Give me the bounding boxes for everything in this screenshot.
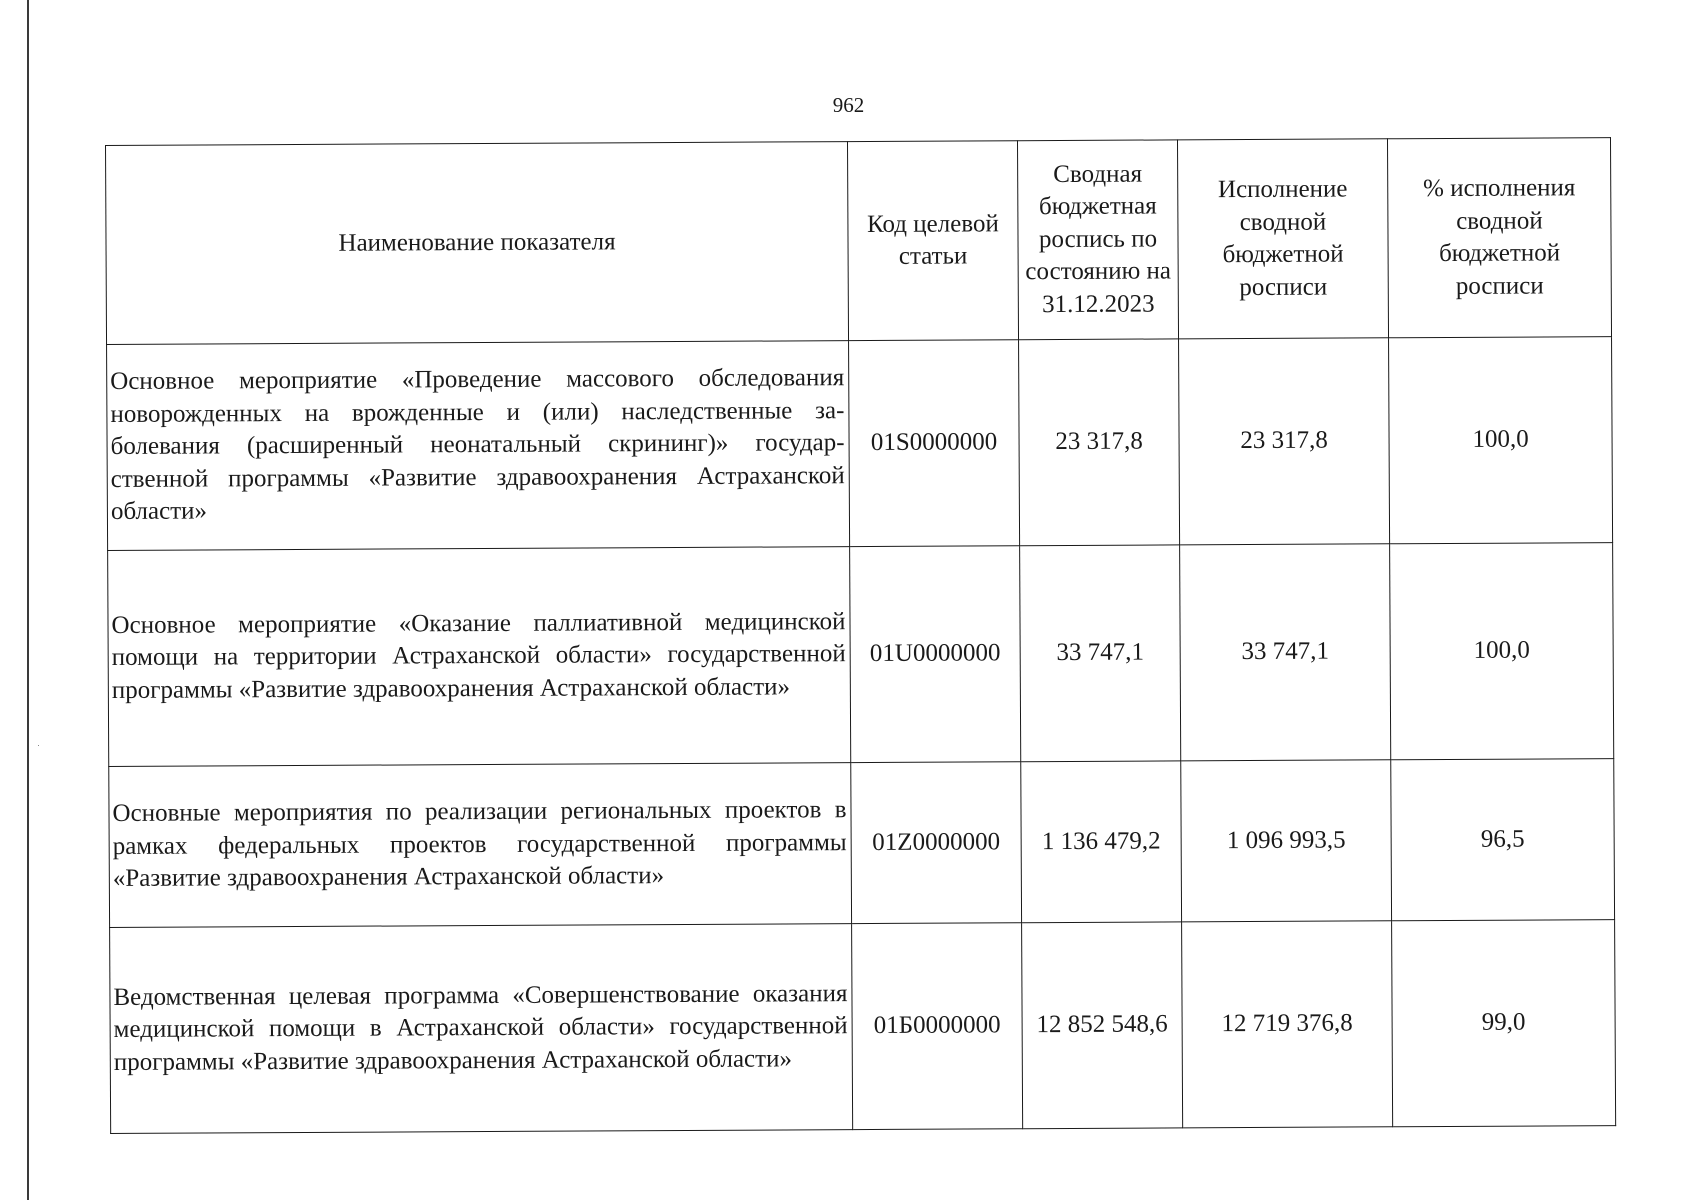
header-cell-execution	[1177, 139, 1388, 339]
row-plan-cell: 12 852 548,6	[1022, 922, 1183, 1129]
row-plan-cell: 23 317,8	[1019, 339, 1180, 546]
header-percent-text: % исполнения сводной бюджетной росписи	[1423, 174, 1576, 300]
row-name-text: Основные мероприятия по реализации региональных проектов в рамках федеральных проектов государственной программы «Развитие здравоохранения Астраханской области»	[112, 796, 847, 893]
header-code-text: Код целевой статьи	[866, 209, 999, 270]
scan-speck	[38, 745, 39, 746]
row-percent-cell: 100,0	[1390, 543, 1614, 760]
table-row	[107, 337, 1613, 551]
header-cell-plan	[1017, 140, 1178, 340]
row-execution-cell: 1 096 993,5	[1181, 760, 1392, 922]
row-name-text: Основное мероприятие «Проведение массового обследования новорожденных на врожденные и (или) наследственные заболевания (расширенный неонатальный скрининг)» государственной программы «Развитие здравоохранения Астраханской области»	[110, 364, 845, 526]
row-code-cell: 01Б0000000	[852, 923, 1023, 1130]
row-percent-cell: 100,0	[1389, 337, 1613, 544]
page-number: 962	[832, 93, 865, 117]
report-sheet	[105, 137, 1615, 1134]
table-row	[108, 543, 1614, 767]
table-row	[110, 920, 1616, 1134]
header-plan-text: Сводная бюджетная роспись по состоянию на 31.12.2023	[1025, 160, 1172, 318]
row-execution-cell: 23 317,8	[1179, 338, 1390, 545]
header-cell-code	[847, 141, 1018, 341]
row-code-cell: 01Z0000000	[851, 762, 1022, 924]
row-plan-cell: 33 747,1	[1020, 545, 1181, 762]
row-execution-cell: 33 747,1	[1180, 544, 1391, 761]
table-row	[109, 759, 1615, 928]
table-header-row	[106, 138, 1612, 345]
header-name-text: Наименование показателя	[338, 228, 616, 257]
row-name-cell	[107, 341, 850, 551]
row-code-cell: 01U0000000	[850, 546, 1021, 763]
row-name-text: Основное мероприятие «Оказание паллиативной медицинской помощи на территории Астраханской области» государственной программы «Развитие здравоохранения Астраханской области»	[111, 607, 846, 704]
budget-execution-table	[105, 137, 1616, 1134]
row-name-cell	[110, 924, 853, 1134]
row-code-cell: 01S0000000	[849, 340, 1020, 547]
header-cell-percent	[1387, 138, 1611, 338]
row-percent-cell: 96,5	[1391, 759, 1615, 921]
row-plan-cell: 1 136 479,2	[1021, 761, 1182, 923]
row-name-text: Ведомственная целевая программа «Совершенствование оказания медицинской помощи в Астраханской области» государственной программы «Развитие здравоохранения Астраханской области»	[113, 979, 848, 1076]
row-percent-cell: 99,0	[1392, 920, 1616, 1127]
row-name-cell	[108, 547, 851, 767]
header-execution-text: Исполнение сводной бюджетной росписи	[1217, 175, 1348, 301]
row-name-cell	[109, 763, 852, 928]
scan-binding-edge	[27, 0, 29, 1200]
header-cell-name	[106, 142, 849, 345]
row-execution-cell: 12 719 376,8	[1182, 921, 1393, 1128]
